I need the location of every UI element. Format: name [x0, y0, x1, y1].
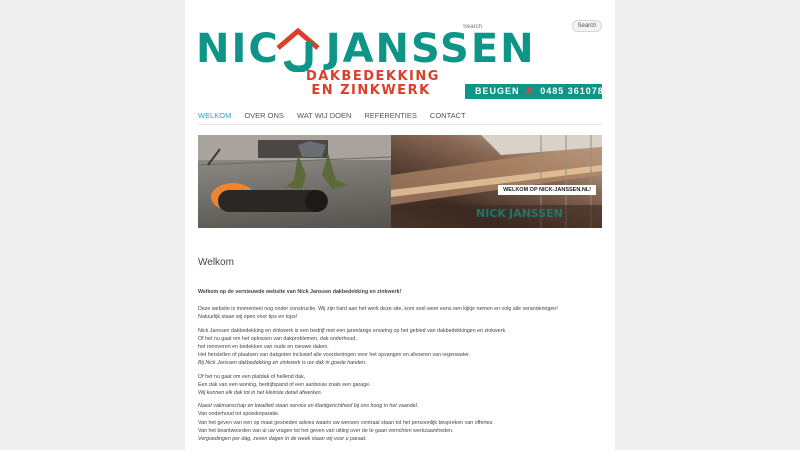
- phone-city: BEUGEN: [475, 86, 520, 96]
- roofer-torch-illustration: [198, 135, 391, 228]
- banner-caption: WELKOM OP NICK-JANSSEN.NL!: [498, 185, 596, 195]
- page-title: Welkom: [198, 256, 234, 268]
- zinc-gutter-illustration: [391, 135, 602, 228]
- text-line: Of het nu gaat om het oplossen van dakproblemen, dak onderhoud,: [198, 335, 357, 342]
- nav-item-contact[interactable]: CONTACT: [429, 111, 466, 120]
- paragraph-roof-types: [198, 373, 602, 398]
- nav-item-wat-wij-doen[interactable]: WAT WIJ DOEN: [296, 111, 352, 120]
- roof-j-logo-icon: [273, 28, 323, 72]
- text-line: Wij kunnen elk dak tot in het kleinste detail afwerken.: [198, 390, 323, 397]
- paragraph-construction: [198, 305, 602, 321]
- text-line: Het herstellen of plaatsen van dakgoten inclusief alle voorzieningen voor het opvangen en afvoeren van regenwater.: [198, 352, 471, 359]
- phone-bar: [465, 84, 602, 99]
- logo-tagline-line2: EN ZINKWERK: [311, 83, 431, 98]
- nav-item-over-ons[interactable]: OVER ONS: [244, 111, 284, 120]
- text-line: Van het geven van een op maat gesneden advies waarin uw wensen centraal staan tot het persoonlijk bespreken van offertes.: [198, 419, 494, 426]
- text-line: Van onderhoud tot spoedreparatie.: [198, 411, 280, 418]
- hero-banner: [198, 135, 602, 228]
- text-line: het renoveren en bedekken van oude en nieuwe daken.: [198, 344, 329, 351]
- paragraph-about: [198, 327, 602, 368]
- logo-tagline: [306, 69, 440, 98]
- nav-item-welkom[interactable]: WELKOM: [198, 111, 232, 120]
- search-button[interactable]: Search: [572, 20, 602, 32]
- text-line: Naast vakmanschap en kwaliteit staan service en klantgerichtheid bij ons hoog in het vaandel.: [198, 403, 419, 410]
- text-line: Vergoedingen per dag, zeven dagen in de week staan wij voor u paraat.: [198, 436, 367, 443]
- svg-text:NICK: NICK: [476, 207, 506, 220]
- text-line: Of het nu gaat om een platdak of hellend dak,: [198, 373, 306, 380]
- logo-word-after: JANSSEN: [325, 26, 536, 72]
- text-line: Natuurlijk staan wij open voor tips en tops!: [198, 314, 298, 321]
- text-line: Deze website is momenteel nog onder constructie. Wij zijn hard aan het werk deze site, kom snel weer eens een kijkje nemen en volg alle veranderingen!: [198, 306, 558, 313]
- logo-tagline-line1: DAKBEDEKKING: [306, 69, 440, 84]
- logo-wordmark: [196, 26, 536, 72]
- svg-text:JANSSEN: JANSSEN: [509, 207, 563, 220]
- text-line: Van het beantwoorden van al uw vragen tot het geven van uitleg over de te gaan verrichten werkzaamheden.: [198, 427, 454, 434]
- text-line: Bij Nick Janssen dakbedekking en zinkwerk is uw dak in goede handen.: [198, 360, 367, 367]
- phone-number: 0485 361078: [540, 86, 604, 96]
- intro-text: Welkom op de vernieuwde website van Nick Janssen dakbedekking en zinkwerk!: [198, 289, 402, 295]
- main-content: [198, 288, 602, 448]
- banner-image-zinc-gutter: [391, 135, 602, 228]
- logo-word-before: NIC: [196, 26, 280, 72]
- text-line: Nick Janssen dakbedekking en zinkwerk is een bedrijf met een jarenlange ervaring op het gebied van dakbedekkingen en zinkwerk.: [198, 327, 507, 334]
- phone-icon: ✆: [526, 87, 534, 96]
- nav-item-referenties[interactable]: REFERENTIES: [364, 111, 417, 120]
- banner-image-roofer: [198, 135, 391, 228]
- text-line: Een dak van een woning, bedrijfspand of een aanbouw zoals een garage.: [198, 381, 371, 388]
- main-nav: [198, 110, 602, 125]
- paragraph-service: [198, 402, 602, 443]
